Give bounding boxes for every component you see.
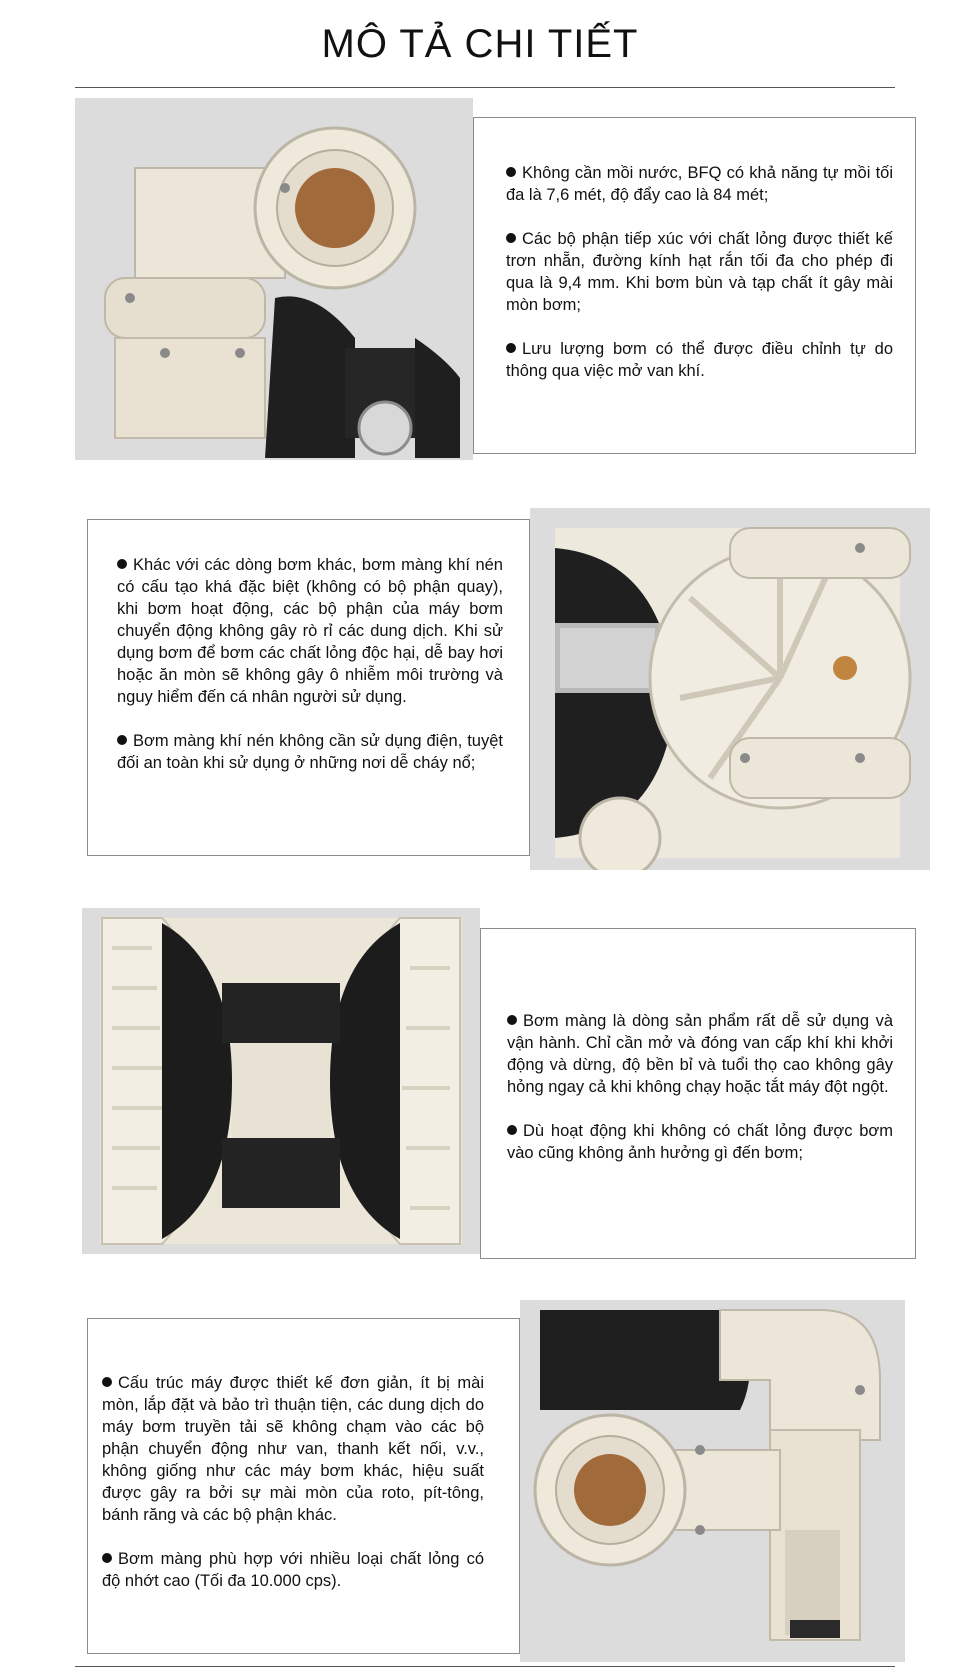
description-paragraph: Dù hoạt động khi không có chất lỏng được bơm vào cũng không ảnh hưởng gì đến bơm; (507, 1122, 893, 1162)
pump-photo-2 (530, 508, 930, 870)
pump-photo-4 (520, 1300, 905, 1662)
bullet-icon (102, 1377, 112, 1387)
description-box-1 (473, 117, 916, 454)
description-paragraph: Bơm màng là dòng sản phẩm rất dễ sử dụng và vận hành. Chỉ cần mở và đóng van cấp khí khi khởi động và dừng, độ bền bỉ và tuổi thọ cao không gây hỏng ngay cả khi không chạy hoặc tắt máy đột ngột. (507, 1012, 893, 1096)
bottom-divider (75, 1666, 895, 1667)
pump-photo-1 (75, 98, 473, 460)
description-paragraph: Không cần mồi nước, BFQ có khả năng tự mồi tối đa là 7,6 mét, độ đẩy cao là 84 mét; (506, 164, 893, 204)
description-paragraph: Các bộ phận tiếp xúc với chất lỏng được thiết kế trơn nhẵn, đường kính hạt rắn tối đa cho phép đi qua là 9,4 mm. Khi bơm bùn và tạp chất ít gây mài mòn bơm; (506, 230, 893, 314)
description-paragraph: Lưu lượng bơm có thể được điều chỉnh tự do thông qua việc mở van khí. (506, 340, 893, 380)
bullet-icon (506, 343, 516, 353)
title-divider (75, 87, 895, 88)
page-title: MÔ TẢ CHI TIẾT (321, 22, 639, 66)
description-box-3 (480, 928, 916, 1259)
bullet-icon (117, 559, 127, 569)
bullet-icon (507, 1125, 517, 1135)
bullet-icon (507, 1015, 517, 1025)
bullet-icon (506, 233, 516, 243)
description-paragraph: Khác với các dòng bơm khác, bơm màng khí nén có cấu tạo khá đặc biệt (không có bộ phận quay), khi bơm hoạt động, các bộ phận của máy bơm chuyển động không gây rò rỉ các dung dịch. Khi sử dụng bơm để bơm các chất lỏng độc hại, dễ bay hơi hoặc ăn mòn sẽ không gây ô nhiễm môi trường và nguy hiểm đến cá nhân người sử dụng. (117, 556, 503, 706)
description-paragraph: Bơm màng khí nén không cần sử dụng điện, tuyệt đối an toàn khi sử dụng ở những nơi dễ cháy nổ; (117, 732, 503, 772)
bullet-icon (117, 735, 127, 745)
description-box-2 (87, 519, 530, 856)
bullet-icon (102, 1553, 112, 1563)
bullet-icon (506, 167, 516, 177)
pump-photo-3 (82, 908, 480, 1254)
description-paragraph: Cấu trúc máy được thiết kế đơn giản, ít bị mài mòn, lắp đặt và bảo trì thuận tiện, các dung dịch do máy bơm truyền tải sẽ không chạm vào các bộ phận chuyển động như van, thanh kết nối, v.v., không giống như các máy bơm khác, hiệu suất được gây ra bởi sự mài mòn của roto, pít-tông, bánh răng và các bộ phận khác. (102, 1374, 484, 1524)
description-paragraph: Bơm màng phù hợp với nhiều loại chất lỏng có độ nhớt cao (Tối đa 10.000 cps). (102, 1550, 484, 1590)
description-box-4 (87, 1318, 520, 1654)
